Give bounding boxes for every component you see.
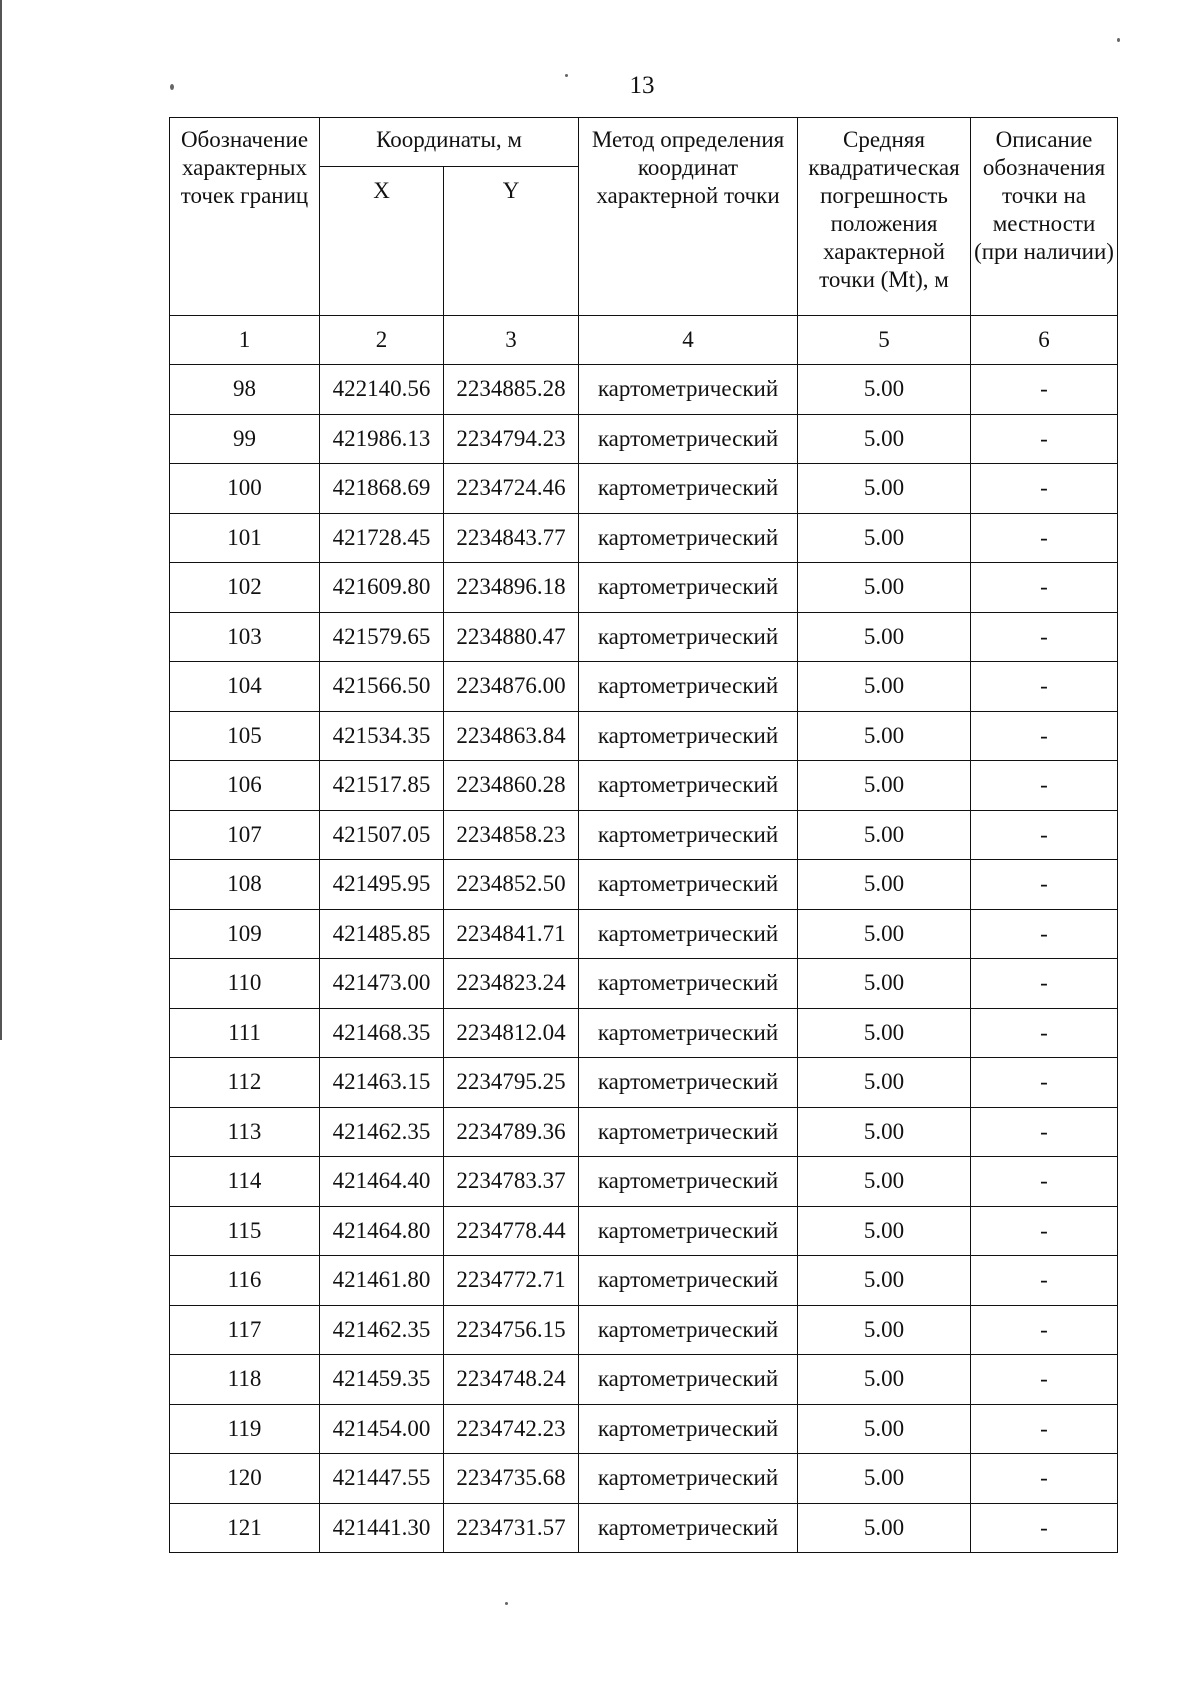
cell-point: 109 (170, 909, 320, 959)
cell-method: картометрический (579, 1404, 798, 1454)
cell-y: 2234795.25 (444, 1058, 579, 1108)
cell-description: - (971, 761, 1118, 811)
table-row (170, 1355, 1118, 1405)
cell-method: картометрический (579, 959, 798, 1009)
column-number: 6 (971, 316, 1118, 365)
cell-method: картометрический (579, 1355, 798, 1405)
cell-method: картометрический (579, 1008, 798, 1058)
cell-point: 104 (170, 662, 320, 712)
cell-x: 421454.00 (320, 1404, 444, 1454)
cell-method: картометрический (579, 909, 798, 959)
cell-y: 2234756.15 (444, 1305, 579, 1355)
cell-point: 114 (170, 1157, 320, 1207)
cell-method: картометрический (579, 662, 798, 712)
cell-x: 421495.95 (320, 860, 444, 910)
cell-method: картометрический (579, 414, 798, 464)
cell-y: 2234896.18 (444, 563, 579, 613)
cell-method: картометрический (579, 1157, 798, 1207)
cell-description: - (971, 1404, 1118, 1454)
cell-mt: 5.00 (798, 612, 971, 662)
cell-y: 2234860.28 (444, 761, 579, 811)
coordinates-table (169, 117, 1118, 1553)
column-number: 2 (320, 316, 444, 365)
cell-mt: 5.00 (798, 662, 971, 712)
table-row (170, 1404, 1118, 1454)
table-row (170, 612, 1118, 662)
cell-mt: 5.00 (798, 1157, 971, 1207)
column-number: 3 (444, 316, 579, 365)
cell-mt: 5.00 (798, 909, 971, 959)
cell-mt: 5.00 (798, 365, 971, 415)
cell-description: - (971, 1454, 1118, 1504)
cell-x: 421507.05 (320, 810, 444, 860)
cell-method: картометрический (579, 464, 798, 514)
table-row (170, 1305, 1118, 1355)
header-point: Обозначение характерных точек границ (170, 118, 320, 316)
cell-y: 2234876.00 (444, 662, 579, 712)
cell-description: - (971, 959, 1118, 1009)
cell-description: - (971, 1503, 1118, 1553)
table-body (170, 365, 1118, 1553)
table-row (170, 1206, 1118, 1256)
cell-mt: 5.00 (798, 1256, 971, 1306)
cell-y: 2234885.28 (444, 365, 579, 415)
table-row (170, 365, 1118, 415)
cell-mt: 5.00 (798, 464, 971, 514)
cell-mt: 5.00 (798, 414, 971, 464)
cell-x: 421485.85 (320, 909, 444, 959)
cell-point: 110 (170, 959, 320, 1009)
cell-mt: 5.00 (798, 1503, 971, 1553)
cell-mt: 5.00 (798, 860, 971, 910)
cell-description: - (971, 464, 1118, 514)
cell-description: - (971, 1305, 1118, 1355)
cell-y: 2234858.23 (444, 810, 579, 860)
cell-description: - (971, 563, 1118, 613)
header-accuracy: Средняя квадратическая погрешность положения характерной точки (Mt), м (798, 118, 971, 316)
table-row (170, 810, 1118, 860)
cell-method: картометрический (579, 1107, 798, 1157)
table-row (170, 909, 1118, 959)
header-coords: Координаты, м (320, 118, 579, 167)
table-row (170, 711, 1118, 761)
cell-x: 421609.80 (320, 563, 444, 613)
cell-point: 118 (170, 1355, 320, 1405)
cell-method: картометрический (579, 365, 798, 415)
cell-point: 105 (170, 711, 320, 761)
table-row (170, 563, 1118, 613)
cell-x: 422140.56 (320, 365, 444, 415)
cell-description: - (971, 1107, 1118, 1157)
cell-point: 116 (170, 1256, 320, 1306)
cell-mt: 5.00 (798, 513, 971, 563)
cell-x: 421868.69 (320, 464, 444, 514)
cell-x: 421579.65 (320, 612, 444, 662)
header-description: Описание обозначения точки на местности (при наличии) (971, 118, 1118, 316)
cell-mt: 5.00 (798, 1404, 971, 1454)
header-y: Y (444, 167, 579, 316)
table-row (170, 1157, 1118, 1207)
cell-mt: 5.00 (798, 1008, 971, 1058)
cell-y: 2234778.44 (444, 1206, 579, 1256)
cell-point: 102 (170, 563, 320, 613)
cell-y: 2234823.24 (444, 959, 579, 1009)
column-number: 4 (579, 316, 798, 365)
cell-method: картометрический (579, 612, 798, 662)
cell-mt: 5.00 (798, 810, 971, 860)
cell-point: 99 (170, 414, 320, 464)
cell-x: 421462.35 (320, 1305, 444, 1355)
cell-x: 421464.40 (320, 1157, 444, 1207)
cell-y: 2234731.57 (444, 1503, 579, 1553)
cell-y: 2234783.37 (444, 1157, 579, 1207)
table-row (170, 1008, 1118, 1058)
cell-y: 2234748.24 (444, 1355, 579, 1405)
cell-description: - (971, 1355, 1118, 1405)
cell-point: 119 (170, 1404, 320, 1454)
cell-point: 120 (170, 1454, 320, 1504)
cell-y: 2234863.84 (444, 711, 579, 761)
table-row (170, 414, 1118, 464)
page-number: 13 (629, 72, 655, 99)
table-row (170, 1256, 1118, 1306)
cell-method: картометрический (579, 810, 798, 860)
table-row (170, 464, 1118, 514)
cell-x: 421462.35 (320, 1107, 444, 1157)
cell-method: картометрический (579, 1256, 798, 1306)
cell-description: - (971, 860, 1118, 910)
cell-point: 117 (170, 1305, 320, 1355)
cell-y: 2234880.47 (444, 612, 579, 662)
table-row (170, 1503, 1118, 1553)
cell-y: 2234735.68 (444, 1454, 579, 1504)
cell-x: 421468.35 (320, 1008, 444, 1058)
cell-x: 421464.80 (320, 1206, 444, 1256)
column-number: 1 (170, 316, 320, 365)
table-row (170, 662, 1118, 712)
cell-point: 100 (170, 464, 320, 514)
cell-description: - (971, 1206, 1118, 1256)
cell-x: 421534.35 (320, 711, 444, 761)
table-row (170, 1058, 1118, 1108)
cell-description: - (971, 662, 1118, 712)
cell-x: 421473.00 (320, 959, 444, 1009)
cell-description: - (971, 612, 1118, 662)
cell-x: 421728.45 (320, 513, 444, 563)
cell-description: - (971, 711, 1118, 761)
cell-y: 2234772.71 (444, 1256, 579, 1306)
cell-method: картометрический (579, 860, 798, 910)
cell-description: - (971, 1008, 1118, 1058)
cell-description: - (971, 909, 1118, 959)
cell-method: картометрический (579, 1503, 798, 1553)
cell-description: - (971, 365, 1118, 415)
cell-point: 115 (170, 1206, 320, 1256)
cell-description: - (971, 1157, 1118, 1207)
cell-mt: 5.00 (798, 563, 971, 613)
cell-point: 111 (170, 1008, 320, 1058)
cell-method: картометрический (579, 1058, 798, 1108)
cell-y: 2234843.77 (444, 513, 579, 563)
cell-method: картометрический (579, 563, 798, 613)
cell-mt: 5.00 (798, 1305, 971, 1355)
cell-point: 101 (170, 513, 320, 563)
cell-mt: 5.00 (798, 711, 971, 761)
table-row (170, 860, 1118, 910)
cell-y: 2234794.23 (444, 414, 579, 464)
cell-x: 421463.15 (320, 1058, 444, 1108)
cell-method: картометрический (579, 1305, 798, 1355)
header-method: Метод определения координат характерной точки (579, 118, 798, 316)
cell-x: 421461.80 (320, 1256, 444, 1306)
table-row (170, 761, 1118, 811)
cell-x: 421441.30 (320, 1503, 444, 1553)
cell-point: 112 (170, 1058, 320, 1108)
cell-point: 98 (170, 365, 320, 415)
cell-x: 421459.35 (320, 1355, 444, 1405)
cell-description: - (971, 1256, 1118, 1306)
cell-x: 421447.55 (320, 1454, 444, 1504)
cell-method: картометрический (579, 761, 798, 811)
cell-mt: 5.00 (798, 1206, 971, 1256)
cell-point: 103 (170, 612, 320, 662)
cell-point: 113 (170, 1107, 320, 1157)
table-row (170, 1107, 1118, 1157)
cell-description: - (971, 414, 1118, 464)
cell-mt: 5.00 (798, 1107, 971, 1157)
table-row (170, 513, 1118, 563)
cell-mt: 5.00 (798, 1454, 971, 1504)
cell-y: 2234724.46 (444, 464, 579, 514)
cell-mt: 5.00 (798, 959, 971, 1009)
cell-x: 421986.13 (320, 414, 444, 464)
cell-y: 2234841.71 (444, 909, 579, 959)
cell-x: 421566.50 (320, 662, 444, 712)
column-number-row (170, 316, 1118, 365)
cell-method: картометрический (579, 711, 798, 761)
table-row (170, 1454, 1118, 1504)
cell-description: - (971, 1058, 1118, 1108)
column-number: 5 (798, 316, 971, 365)
cell-y: 2234852.50 (444, 860, 579, 910)
scan-speck (1117, 38, 1120, 42)
cell-point: 108 (170, 860, 320, 910)
cell-y: 2234742.23 (444, 1404, 579, 1454)
cell-point: 106 (170, 761, 320, 811)
cell-point: 121 (170, 1503, 320, 1553)
cell-description: - (971, 513, 1118, 563)
cell-method: картометрический (579, 1454, 798, 1504)
scan-edge (0, 0, 2, 1040)
cell-y: 2234789.36 (444, 1107, 579, 1157)
scan-speck (505, 1602, 508, 1605)
cell-mt: 5.00 (798, 1355, 971, 1405)
cell-point: 107 (170, 810, 320, 860)
cell-description: - (971, 810, 1118, 860)
cell-x: 421517.85 (320, 761, 444, 811)
cell-method: картометрический (579, 1206, 798, 1256)
cell-y: 2234812.04 (444, 1008, 579, 1058)
cell-method: картометрический (579, 513, 798, 563)
table-row (170, 959, 1118, 1009)
cell-mt: 5.00 (798, 1058, 971, 1108)
cell-mt: 5.00 (798, 761, 971, 811)
header-x: X (320, 167, 444, 316)
